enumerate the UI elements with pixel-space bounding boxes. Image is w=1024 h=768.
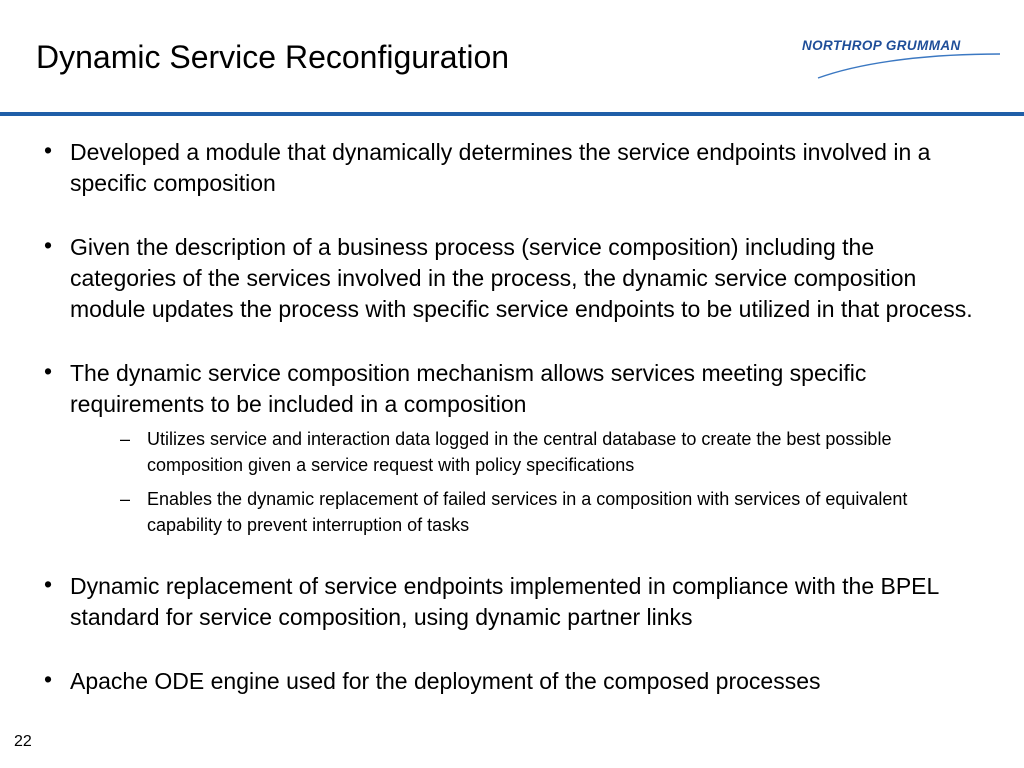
sub-bullet-item bbox=[120, 426, 974, 478]
sub-bullet-dash-icon: – bbox=[120, 489, 131, 509]
title-divider bbox=[0, 112, 1024, 116]
bullet-dot-icon: • bbox=[44, 232, 53, 258]
bullet-text: Dynamic replacement of service endpoints implemented in compliance with the BPEL standard for service composition, using dynamic partner links bbox=[70, 573, 939, 630]
sub-bullet-item bbox=[120, 486, 974, 538]
northrop-grumman-logo bbox=[798, 34, 1002, 82]
slide-title: Dynamic Service Reconfiguration bbox=[36, 39, 510, 75]
bullet-text: The dynamic service composition mechanism allows services meeting specific requirements to be included in a composition bbox=[70, 360, 867, 417]
bullet-dot-icon: • bbox=[44, 137, 53, 163]
bullet-text: Developed a module that dynamically determines the service endpoints involved in a specific composition bbox=[70, 139, 931, 196]
bullet-dot-icon: • bbox=[44, 358, 53, 384]
bullet-item bbox=[44, 666, 974, 697]
bullet-item bbox=[44, 571, 974, 633]
sub-bullet-text: Utilizes service and interaction data logged in the central database to create the best possible composition given a service request with policy specifications bbox=[147, 429, 892, 475]
bullet-text: Apache ODE engine used for the deployment of the composed processes bbox=[70, 668, 821, 694]
sub-bullet-text: Enables the dynamic replacement of failed services in a composition with services of equivalent capability to prevent interruption of tasks bbox=[147, 489, 908, 535]
sub-bullet-dash-icon: – bbox=[120, 429, 131, 449]
bullet-item bbox=[44, 358, 974, 538]
bullet-text: Given the description of a business process (service composition) including the categories of the services involved in the process, the dynamic service composition module updates the process with specific service endpoints to be utilized in that process. bbox=[70, 234, 973, 322]
bullet-dot-icon: • bbox=[44, 571, 53, 597]
bullet-item bbox=[44, 137, 974, 199]
sub-bullet-list bbox=[70, 426, 974, 538]
bullet-list bbox=[44, 137, 974, 697]
bullet-dot-icon: • bbox=[44, 666, 53, 692]
bullet-item bbox=[44, 232, 974, 325]
page-number: 22 bbox=[14, 733, 32, 750]
logo-wordmark: NORTHROP GRUMMAN bbox=[802, 38, 961, 53]
